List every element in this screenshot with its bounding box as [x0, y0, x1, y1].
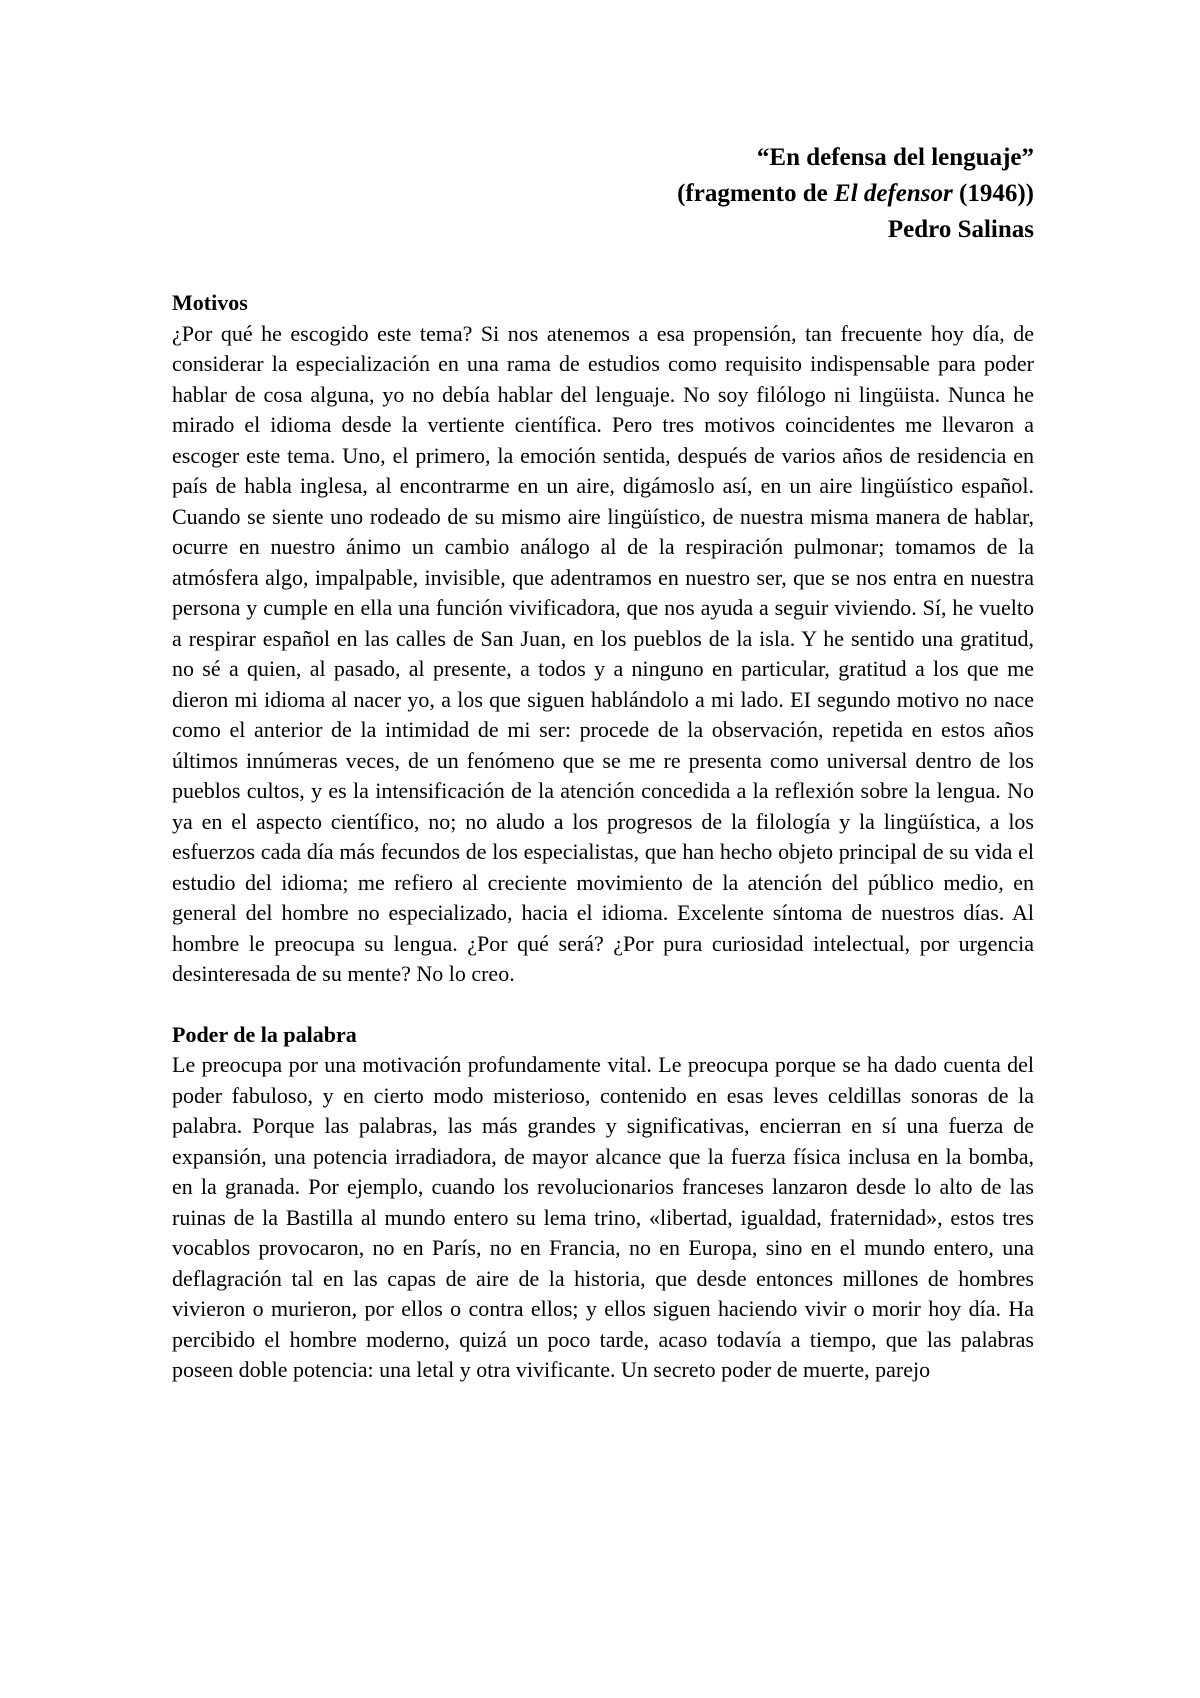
document-title: “En defensa del lenguaje” [756, 144, 1034, 171]
document-page [172, 140, 1034, 1386]
subtitle-suffix: (1946)) [952, 180, 1034, 207]
paragraph-poder-de-la-palabra: Le preocupa por una motivación profundamente vital. Le preocupa porque se ha dado cuenta del poder fabuloso, y en cierto modo misterioso, contenido en esas leves celdillas sonoras de la palabra. Porque las palabras, las más grandes y significativas, encierran en sí una fuerza de expansión, una potencia irradiadora, de mayor alcance que la fuerza física inclusa en la bomba, en la granada. Por ejemplo, cuando los revolucionarios franceses lanzaron desde lo alto de las ruinas de la Bastilla al mundo entero su lema trino, «libertad, igualdad, fraternidad», estos tres vocablos provocaron, no en París, no en Francia, no en Europa, sino en el mundo entero, una deflagración tal en las capas de aire de la historia, que desde entonces millones de hombres vivieron o murieron, por ellos o contra ellos; y ellos siguen haciendo vivir o morir hoy día. Ha percibido el hombre moderno, quizá un poco tarde, acaso todavía a tiempo, que las palabras poseen doble potencia: una letal y otra vivificante. Un secreto poder de muerte, parejo [172, 1052, 1034, 1382]
author-name: Pedro Salinas [887, 216, 1034, 243]
paragraph-motivos: ¿Por qué he escogido este tema? Si nos atenemos a esa propensión, tan frecuente hoy día, de considerar la especialización en una rama de estudios como requisito indispensable para poder hablar de cosa alguna, yo no debía hablar del lenguaje. No soy filólogo ni lingüista. Nunca he mirado el idioma desde la vertiente científica. Pero tres motivos coincidentes me llevaron a escoger este tema. Uno, el primero, la emoción sentida, después de varios años de residencia en país de habla inglesa, al encontrarme en un aire, digámoslo así, en un aire lingüístico español. Cuando se siente uno rodeado de su mismo aire lingüístico, de nuestra misma manera de hablar, ocurre en nuestro ánimo un cambio análogo al de la respiración pulmonar; tomamos de la atmósfera algo, impalpable, invisible, que adentramos en nuestro ser, que se nos entra en nuestra persona y cumple en ella una función vivificadora, que nos ayuda a seguir viviendo. Sí, he vuelto a respirar español en las calles de San Juan, en los pueblos de la isla. Y he sentido una gratitud, no sé a quien, al pasado, al presente, a todos y a ninguno en particular, gratitud a los que me dieron mi idioma al nacer yo, a los que siguen hablándolo a mi lado. EI segundo motivo no nace como el anterior de la intimidad de mi ser: procede de la observación, repetida en estos años últimos innúmeras veces, de un fenómeno que se me re presenta como universal dentro de los pueblos cultos, y es la intensificación de la atención concedida a la reflexión sobre la lengua. No ya en el aspecto científico, no; no aludo a los progresos de la filología y la lingüística, a los esfuerzos cada día más fecundos de los especialistas, que han hecho objeto principal de su vida el estudio del idioma; me refiero al creciente movimiento de la atención del público medio, en general del hombre no especializado, hacia el idioma. Excelente síntoma de nuestros días. Al hombre le preocupa su lengua. ¿Por qué será? ¿Por pura curiosidad intelectual, por urgencia desinteresada de su mente? No lo creo. [172, 320, 1034, 986]
title-block [172, 140, 1034, 248]
subtitle-prefix: (fragmento de [677, 180, 835, 207]
document-subtitle [172, 176, 1034, 212]
section-heading-motivos: Motivos [172, 290, 248, 315]
section-heading-poder-de-la-palabra: Poder de la palabra [172, 1021, 357, 1047]
work-title: El defensor [834, 180, 953, 207]
